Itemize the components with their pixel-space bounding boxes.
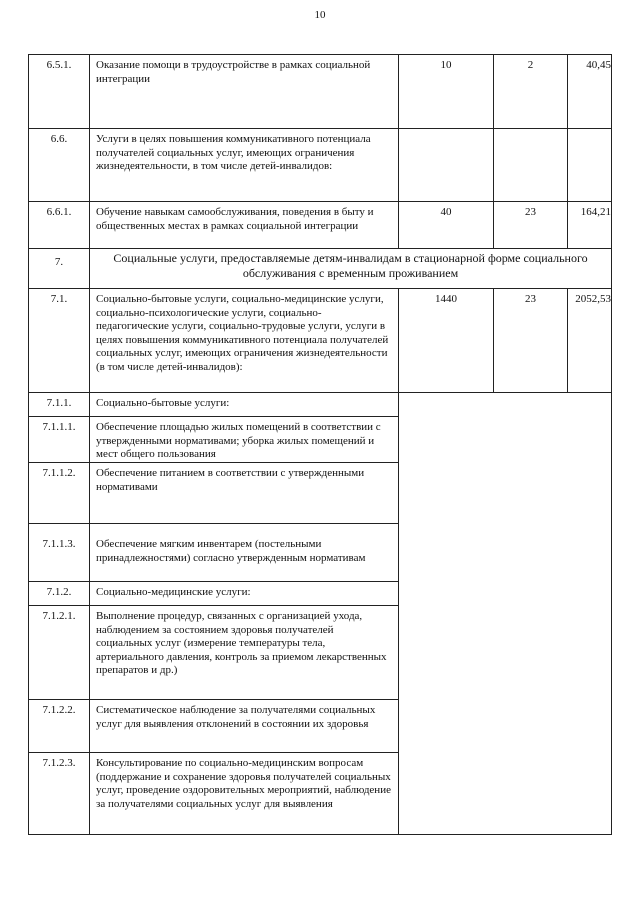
value-2: 23 [493, 202, 567, 248]
value-1 [398, 129, 493, 201]
table-row [28, 202, 612, 249]
service-name: Социально-бытовые услуги, социально-медицинские услуги, социально-психологические услуги, социально-педагогические услуги, социально-трудовые услуги, услуги в целях повышения коммуникативного потенциала получателей социальных услуг, имеющих ограничения жизнедеятельности (в том числе детей-инвалидов): [89, 289, 398, 392]
value-1: 40 [398, 202, 493, 248]
table-row [28, 393, 612, 417]
service-name: Оказание помощи в трудоустройстве в рамках социальной интеграции [89, 55, 398, 128]
row-number: 6.6.1. [46, 206, 72, 218]
value-3 [567, 129, 611, 201]
value-3: 164,21 [567, 202, 611, 248]
service-name: Обеспечение площадью жилых помещений в соответствии с утвержденными нормативами; уборка жилых помещений и мест общего пользования [89, 417, 398, 463]
value-3: 40,45 [567, 55, 611, 128]
service-name: Обеспечение мягким инвентарем (постельными принадлежностями) согласно утвержденным нормативам [89, 524, 398, 582]
merged-empty-cell [398, 417, 611, 463]
row-number: 7.1.2.3. [42, 757, 76, 769]
page-number: 10 [314, 9, 326, 21]
row-number: 6.6. [50, 133, 68, 145]
value-1: 1440 [398, 289, 493, 392]
service-name: Систематическое наблюдение за получателями социальных услуг для выявления отклонений в состоянии их здоровья [89, 700, 398, 753]
value-3: 2052,53 [567, 289, 611, 392]
row-number: 6.5.1. [46, 59, 72, 71]
table-row [28, 524, 612, 582]
section-header-row [28, 249, 612, 289]
row-number: 7.1.1. [29, 393, 89, 417]
service-name: Консультирование по социально-медицинским вопросам (поддержание и сохранение здоровья получателей социальных услуг, проведение оздоровительных мероприятий, наблюдение за получателями социальных услуг для выявления [89, 753, 398, 834]
row-number: 7.1.1.3. [29, 524, 89, 582]
row-number: 7.1.2.1. [29, 606, 89, 700]
table-row [28, 289, 612, 393]
row-number: 7.1.1.2. [29, 463, 89, 524]
table-row [28, 417, 612, 463]
row-number: 7.1.1.1. [29, 417, 89, 463]
row-number: 7.1.2. [29, 582, 89, 606]
table-row [28, 582, 612, 606]
merged-empty-cell [398, 524, 611, 582]
table-row [28, 606, 612, 700]
service-name: Социально-бытовые услуги: [89, 393, 398, 417]
merged-empty-cell [398, 582, 611, 606]
merged-empty-cell [398, 393, 611, 417]
value-1: 10 [398, 55, 493, 128]
table-row [28, 463, 612, 524]
row-number: 7.1.2.2. [29, 700, 89, 753]
service-name: Услуги в целях повышения коммуникативного потенциала получателей социальных услуг, имеющих ограничения жизнедеятельности, в том числе детей-инвалидов: [89, 129, 398, 201]
merged-empty-cell [398, 463, 611, 524]
table-row [28, 129, 612, 202]
table-row [28, 753, 612, 835]
table-row [28, 700, 612, 753]
service-name: Обучение навыкам самообслуживания, поведения в быту и общественных местах в рамках социальной интеграции [89, 202, 398, 248]
row-number: 7. [54, 256, 64, 268]
service-name: Обеспечение питанием в соответствии с утвержденными нормативами [89, 463, 398, 524]
merged-empty-cell [398, 753, 611, 834]
row-number: 7.1. [50, 293, 68, 305]
services-table [28, 54, 612, 835]
merged-empty-cell [398, 700, 611, 753]
value-2 [493, 129, 567, 201]
service-name: Выполнение процедур, связанных с организацией ухода, наблюдением за состоянием здоровья получателей социальных услуг (измерение температуры тела, артериального давления, контроль за приемом лекарственных препаратов и др.) [89, 606, 398, 700]
section-title: Социальные услуги, предоставляемые детям-инвалидам в стационарной форме социального обслуживания с временным проживанием [89, 249, 611, 288]
value-2: 2 [493, 55, 567, 128]
table-row [28, 54, 612, 129]
service-name: Социально-медицинские услуги: [89, 582, 398, 606]
value-2: 23 [493, 289, 567, 392]
merged-empty-cell [398, 606, 611, 700]
